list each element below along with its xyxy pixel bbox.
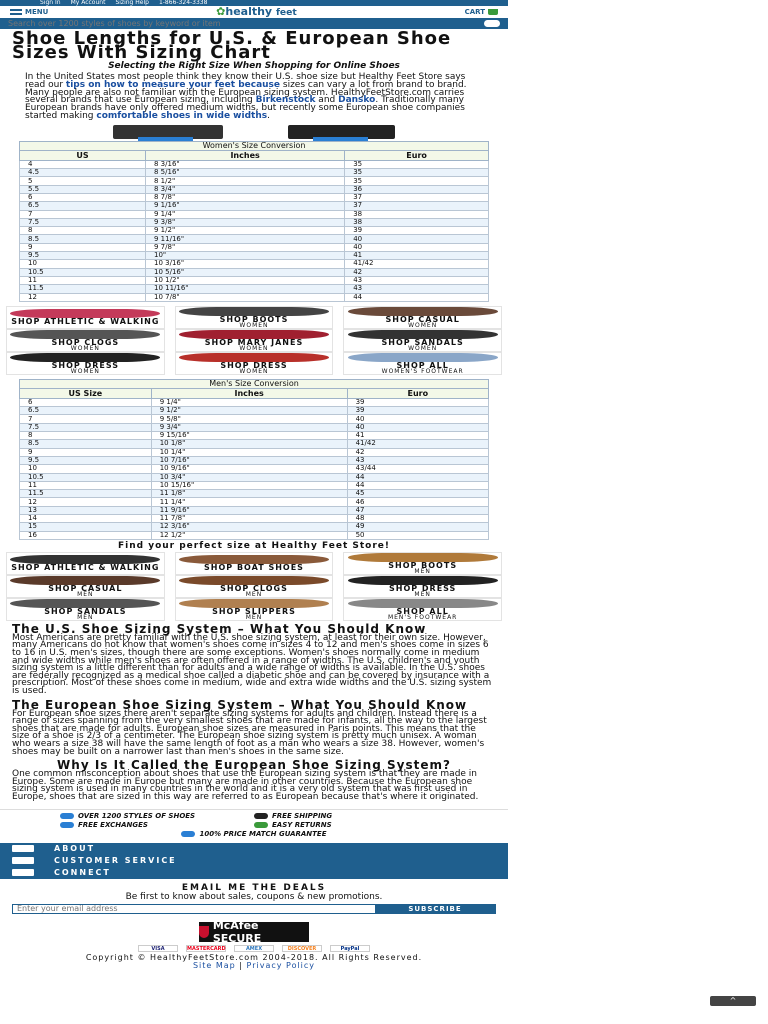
table-cell: 11 1/4" [151,498,347,506]
banner-button[interactable] [138,137,193,141]
table-cell: 47 [347,506,488,514]
table-cell: 48 [347,514,488,522]
table-cell: 9 1/4" [146,210,345,218]
table-row [20,293,489,301]
table-row [20,268,489,276]
men-size-table [19,379,489,540]
table-cell: 43/44 [347,465,488,473]
badge-label: 100% PRICE MATCH GUARANTEE [199,829,327,838]
table-cell: 44 [347,473,488,481]
logo-text: healthy [225,4,273,18]
table-cell: 9 1/2" [146,227,345,235]
table-cell: 7.5 [20,423,152,431]
shop-category-label: SHOP SANDALS [381,337,464,347]
women-size-table [19,141,489,302]
help-link[interactable]: Sizing Help [115,0,149,6]
table-cell: 38 [345,218,489,226]
shop-category-tile[interactable] [175,552,334,575]
table-row [20,423,489,431]
shop-category-sublabel: MEN [414,590,431,598]
table-cell: 16 [20,531,152,539]
table-cell: 50 [347,531,488,539]
shop-category-tile[interactable] [6,552,165,575]
shop-category-label: SHOP ATHLETIC & WALKING [11,563,160,573]
table-row [20,448,489,456]
shop-category-tile[interactable] [343,352,502,375]
table-cell: 43 [345,276,489,284]
table-cell: 9 1/16" [146,202,345,210]
table-row [20,285,489,293]
table-row [20,276,489,284]
payment-logos [0,945,508,952]
table-cell: 41 [347,432,488,440]
table-cell: 6 [20,193,146,201]
badge [60,812,254,821]
table-row [20,481,489,489]
page-title: Shoe Lengths for U.S. & European Shoe Sizes With Sizing Chart [12,28,452,63]
site-header [0,6,508,18]
table-row [20,243,489,251]
table-row [20,490,489,498]
shop-category-sublabel: WOMEN [408,321,438,329]
shop-category-label: SHOP BOOTS [219,314,289,324]
shop-category-label: SHOP ATHLETIC & WALKING [11,317,160,327]
shop-category-tile[interactable] [175,598,334,621]
table-cell: 10" [146,252,345,260]
wide-widths-link[interactable]: comfortable shoes in wide widths [96,110,268,121]
table-cell: 8 7/8" [146,193,345,201]
shop-category-tile[interactable] [175,575,334,598]
visa-logo: VISA [138,945,178,952]
table-cell: 8 3/16" [146,160,345,168]
table-cell: 8 [20,432,152,440]
table-row [20,473,489,481]
table-cell: 35 [345,177,489,185]
shop-category-label: SHOP DRESS [388,583,457,593]
site-logo[interactable] [216,6,297,19]
truck-icon [254,813,268,819]
table-row [20,227,489,235]
dansko-link[interactable]: Dansko [338,95,376,106]
mcafee-label: McAfee SECURE [212,918,262,945]
table-cell: 39 [345,227,489,235]
table-row [20,407,489,415]
shop-category-tile[interactable] [343,575,502,598]
table-cell: 8 [20,227,146,235]
logo-leaf-icon: ✿ [216,4,226,18]
col-header: US Size [20,388,152,398]
table-cell: 36 [345,185,489,193]
table-cell: 9 3/4" [151,423,347,431]
copyright-text: Copyright © HealthyFeetStore.com 2004-2018. All Rights Reserved. [85,952,423,962]
table-row [20,465,489,473]
shop-category-label: SHOP ALL [396,360,449,370]
table-cell: 7 [20,210,146,218]
men-shop-grid [6,552,502,621]
col-header: Euro [345,150,489,160]
table-cell: 9 5/8" [151,415,347,423]
measure-tips-link[interactable]: tips on how to measure your feet because [65,79,281,90]
badge [60,821,254,830]
shop-category-label: SHOP CASUAL [385,314,460,324]
table-cell: 35 [345,169,489,177]
table-cell: 15 [20,523,152,531]
shop-category-label: SHOP DRESS [51,360,119,370]
footer-about[interactable] [0,843,508,855]
shop-category-label: SHOP BOOTS [388,560,458,570]
badge-label: FREE SHIPPING [272,811,333,820]
table-cell: 11 1/8" [151,490,347,498]
intro-text: . Traditionally many European brands have only offered medium widths, but recently some European shoe companies started making [25,95,465,121]
amex-logo: AMEX [234,945,274,952]
table-cell: 10 11/16" [146,285,345,293]
phone-link[interactable]: 1-866-324-3338 [158,0,208,6]
menu-label: MENU [25,8,49,16]
table-cell: 44 [345,293,489,301]
hamburger-icon [10,9,22,15]
shop-category-sublabel: MEN [245,613,263,621]
badge [60,830,448,839]
table-cell: 4 [20,160,146,168]
table-cell: 42 [345,268,489,276]
intro-paragraph [0,72,508,123]
intro-text: and [315,95,339,106]
table-row [20,415,489,423]
shop-category-label: SHOP CLOGS [51,337,120,347]
shop-category-tile[interactable] [175,329,334,352]
table-cell: 8 3/4" [146,185,345,193]
shop-category-label: SHOP BOAT SHOES [204,563,304,573]
women-shop-grid [6,306,502,375]
cart-button[interactable] [465,8,498,16]
why-paragraph: One common misconception about shoes that use the European sizing system is that they are made in Europe. Some are made in Europe but many are made in other countries. Because the European shoe sizing system is used in many countries in the world and it is a very old system that was first used in Europe, shoes that are sized in this way are referred to as European because that's where it originated. [12,769,479,802]
table-cell: 35 [345,160,489,168]
table-cell: 10 9/16" [151,465,347,473]
table-cell: 12 3/16" [151,523,347,531]
badge-label: FREE EXCHANGES [78,820,148,829]
table-cell: 11 9/16" [151,506,347,514]
badge [254,821,448,830]
table-cell: 10 7/16" [151,456,347,464]
footer-link-label: CUSTOMER SERVICE [54,856,177,866]
col-header: Inches [151,388,347,398]
footer-links [0,843,508,879]
shield-icon [199,926,209,938]
us-heading: The U.S. Shoe Sizing System – What You Should Know [12,621,427,636]
cart-label: CART [464,8,485,16]
table-cell: 10.5 [20,473,152,481]
table-cell: 13 [20,506,152,514]
table-cell: 9.5 [20,456,152,464]
plus-icon [12,857,34,864]
exchange-icon [60,822,74,828]
table-cell: 11 [20,276,146,284]
table-row [20,210,489,218]
table-caption: Men's Size Conversion [19,379,489,388]
table-cell: 43 [347,456,488,464]
men-banner[interactable] [288,125,395,139]
table-cell: 37 [345,193,489,201]
shop-category-sublabel: MEN [77,613,94,621]
table-row [20,506,489,514]
table-cell: 11 [20,481,152,489]
table-cell: 7 [20,415,152,423]
shop-category-sublabel: WOMEN [239,367,269,375]
table-row [20,177,489,185]
shoe-icon [60,813,74,819]
table-cell: 4.5 [20,169,146,177]
badge [254,812,448,821]
badge-label: EASY RETURNS [272,820,332,829]
table-cell: 38 [345,210,489,218]
discover-logo: DISCOVER [282,945,322,952]
shop-category-label: SHOP CASUAL [48,583,123,593]
shop-category-label: SHOP ALL [396,606,449,616]
footer-connect[interactable] [0,867,508,879]
table-cell: 6 [20,398,152,406]
table-cell: 9 3/8" [146,218,345,226]
women-banner[interactable] [113,125,223,139]
table-cell: 41 [345,252,489,260]
page-subtitle: Selecting the Right Size When Shopping for Online Shoes [108,61,400,71]
table-cell: 10 3/4" [151,473,347,481]
table-cell: 8.5 [20,235,146,243]
shop-category-sublabel: MEN [245,590,263,598]
table-cell: 10 1/4" [151,448,347,456]
shop-category-sublabel: WOMEN [239,344,269,352]
email-form [12,904,496,914]
cart-icon [488,9,498,15]
table-row [20,160,489,168]
col-header: Inches [146,150,345,160]
shop-category-tile[interactable] [343,329,502,352]
table-cell: 9 7/8" [146,243,345,251]
shop-category-tile[interactable] [343,306,502,329]
table-cell: 40 [347,415,488,423]
table-row [20,169,489,177]
table-row [20,498,489,506]
shop-category-tile[interactable] [175,306,334,329]
table-cell: 8 5/16" [146,169,345,177]
subscribe-button[interactable]: SUBSCRIBE [375,905,495,913]
footer-customer-service[interactable] [0,855,508,867]
mcafee-badge[interactable] [199,918,309,945]
table-cell: 10 [20,260,146,268]
table-cell: 10 1/8" [151,440,347,448]
price-tag-icon [181,831,195,837]
table-row [20,440,489,448]
shop-category-label: SHOP DRESS [220,360,288,370]
shop-category-sublabel: WOMEN [70,344,100,352]
birkenstock-link[interactable]: Birkenstock [255,95,316,106]
sitemap-link[interactable]: Site Map [192,960,236,970]
shop-category-label: SHOP SLIPPERS [212,606,296,616]
col-header: Euro [347,388,488,398]
table-cell: 10 1/2" [146,276,345,284]
plus-icon [12,869,34,876]
shop-category-sublabel: WOMEN [70,367,100,375]
eu-heading: The European Shoe Sizing System – What You Should Know [12,697,468,712]
table-cell: 6.5 [20,407,152,415]
paypal-logo: PayPal [330,945,370,952]
table-cell: 9 1/2" [151,407,347,415]
table-row [20,514,489,522]
table-cell: 6.5 [20,202,146,210]
badge-label: OVER 1200 STYLES OF SHOES [78,811,196,820]
table-cell: 10 [20,465,152,473]
us-paragraph: Most Americans are pretty familiar with the U.S. shoe sizing system, at least for their own size. However, many Americans do not know that women's shoes come in sizes 4 to 12 and men's shoes come in sizes 6 to 16 in U.S. men's sizes, though there are some exceptions. Women's shoes normally come in medium and wide widths while men's shoes are often offered in a range of widths. The U.S. children's and youth sizing system is a little different than for adults and a wide range of widths is available. In the U.S. shoes are federally recognized as a medical shoe called a diabetic shoe and can be covered by insurance with a prescription. Most of these shoes come in medium, wide and extra wide widths and the U.S. sizing system is used. [12,632,492,697]
table-cell: 5 [20,177,146,185]
table-cell: 9 15/16" [151,432,347,440]
table-cell: 14 [20,514,152,522]
table-cell: 12 [20,293,146,301]
table-row [20,193,489,201]
table-cell: 10.5 [20,268,146,276]
shop-category-sublabel: MEN'S FOOTWEAR [387,613,458,621]
table-row [20,252,489,260]
shop-category-sublabel: MEN [77,590,94,598]
table-row [20,523,489,531]
search-icon[interactable] [484,20,500,27]
table-cell: 49 [347,523,488,531]
table-cell: 7.5 [20,218,146,226]
table-cell: 9.5 [20,252,146,260]
privacy-link[interactable]: Privacy Policy [246,960,316,970]
table-cell: 46 [347,498,488,506]
return-icon [254,822,268,828]
shop-category-tile[interactable] [6,306,165,329]
shop-category-tile[interactable] [6,329,165,352]
table-row [20,202,489,210]
table-caption: Women's Size Conversion [19,141,489,150]
table-cell: 5.5 [20,185,146,193]
find-size-text: Find your perfect size at Healthy Feet Store! [118,540,390,551]
intro-text: In the United States most people think they know their U.S. shoe size but Healthy Feet Store says read our [25,72,466,90]
banner-row [0,123,508,141]
table-cell: 9 [20,448,152,456]
shop-category-sublabel: WOMEN [408,344,438,352]
shop-category-sublabel: MEN [414,567,431,575]
shop-category-label: SHOP MARY JANES [204,337,304,347]
table-cell: 40 [347,423,488,431]
shop-category-label: SHOP SANDALS [44,606,127,616]
footer-link-label: CONNECT [54,868,111,878]
table-cell: 9 [20,243,146,251]
table-row [20,432,489,440]
table-row [20,398,489,406]
col-header: US [20,150,146,160]
table-cell: 8 1/2" [146,177,345,185]
table-cell: 42 [347,448,488,456]
table-cell: 10 3/16" [146,260,345,268]
footer-link-label: ABOUT [54,844,96,854]
table-cell: 41/42 [347,440,488,448]
benefit-badges [0,809,508,841]
table-cell: 9 1/4" [151,398,347,406]
copyright: Copyright © HealthyFeetStore.com 2004-2018. All Rights Reserved. Site Map | Privacy Policy [0,952,508,970]
logo-subtext: feet [275,6,297,18]
shop-category-sublabel: WOMEN [239,321,269,329]
table-cell: 44 [347,481,488,489]
table-cell: 12 [20,498,152,506]
shop-category-tile[interactable] [6,352,165,375]
table-row [20,185,489,193]
table-cell: 12 1/2" [151,531,347,539]
mastercard-logo: MASTERCARD [187,945,226,952]
plus-icon [12,845,34,852]
table-row [20,260,489,268]
table-row [20,456,489,464]
menu-button[interactable] [10,8,48,16]
table-cell: 10 7/8" [146,293,345,301]
table-cell: 11 7/8" [151,514,347,522]
table-row [20,235,489,243]
shop-category-tile[interactable] [343,598,502,621]
search-input[interactable] [8,19,448,29]
table-cell: 9 11/16" [146,235,345,243]
why-heading: Why Is It Called the European Shoe Sizing System? [57,758,451,773]
shop-category-tile[interactable] [6,598,165,621]
banner-button[interactable] [313,137,368,141]
deals-text: Be first to know about sales, coupons & new promotions. [125,891,383,902]
shop-category-tile[interactable] [175,352,334,375]
deals-title: EMAIL ME THE DEALS [181,882,327,893]
table-cell: 40 [345,243,489,251]
shop-category-label: SHOP CLOGS [220,583,288,593]
email-input[interactable] [13,905,375,913]
table-cell: 40 [345,235,489,243]
table-cell: 39 [347,407,488,415]
back-to-top-button[interactable]: ^ [710,996,756,1006]
table-cell: 8.5 [20,440,152,448]
signin-link[interactable]: Sign In [40,0,61,6]
table-cell: 10 5/16" [146,268,345,276]
intro-text: . [267,110,270,121]
shop-category-tile[interactable] [343,552,502,575]
table-cell: 41/42 [345,260,489,268]
shop-category-tile[interactable] [6,575,165,598]
table-cell: 37 [345,202,489,210]
table-cell: 45 [347,490,488,498]
table-cell: 10 15/16" [151,481,347,489]
eu-paragraph: For European shoe sizes there aren't separate sizing systems for adults and children. Instead there is a range of sizes spanning from the very smallest shoes that are made for infants, all the way to the largest shoes that are made for adults. European shoe sizes are measured in Paris points. This means that the size of a shoe is 2/3 of a centimeter. The European shoe sizing system is pretty much unisex. A woman who wears a size 38 will have the same length of foot as a man who wears a size 38. However, women's shoes may be built on a narrower last than men's shoes in the same size. [12,708,487,757]
table-cell: 11.5 [20,490,152,498]
table-cell: 11.5 [20,285,146,293]
account-link[interactable]: My Account [70,0,106,6]
intro-text: sizes can vary a lot from brand to brand. Many people are also not familiar with the European sizing system. HealthyFeetStore.com carries several brands that use European sizing, including [25,79,467,106]
table-cell: 43 [345,285,489,293]
shop-category-sublabel: WOMEN'S FOOTWEAR [381,367,464,375]
table-row [20,218,489,226]
table-row [20,531,489,539]
table-cell: 39 [347,398,488,406]
